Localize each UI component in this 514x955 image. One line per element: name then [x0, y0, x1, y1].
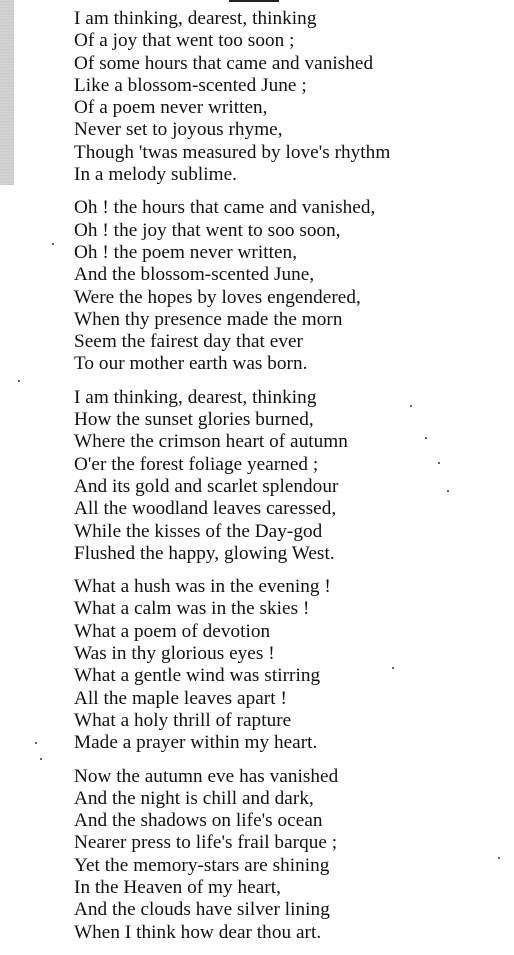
print-speck	[410, 405, 412, 407]
poem-line: Oh ! the poem never written,	[74, 241, 298, 263]
print-speck	[40, 758, 42, 760]
print-speck	[392, 667, 394, 669]
poem-line: What a holy thrill of rapture	[74, 709, 292, 731]
poem-line: And its gold and scarlet splendour	[74, 475, 339, 497]
poem-line: What a gentle wind was stirring	[74, 665, 321, 687]
print-speck	[52, 243, 54, 245]
poem-line: To our mother earth was born.	[74, 353, 308, 375]
poem-line: What a hush was in the evening !	[74, 576, 331, 598]
poem-line: Nearer press to life's frail barque ;	[74, 832, 338, 854]
poem-line: Never set to joyous rhyme,	[74, 119, 283, 141]
stanza-2	[74, 197, 504, 375]
stanza-3	[74, 387, 504, 565]
stanza-5	[74, 766, 504, 944]
poem-line: Like a blossom-scented June ;	[74, 74, 307, 96]
page-scan-edge	[0, 0, 14, 185]
print-speck	[498, 857, 500, 859]
poem-line: All the maple leaves apart !	[74, 687, 287, 709]
poem-line: And the shadows on life's ocean	[74, 810, 323, 832]
poem-line: And the night is chill and dark,	[74, 787, 314, 809]
poem-line: When thy presence made the morn	[74, 308, 343, 330]
poem-line: Oh ! the joy that went to soo soon,	[74, 219, 341, 241]
print-speck	[447, 490, 449, 492]
top-rule	[229, 0, 279, 2]
print-speck	[35, 742, 37, 744]
poem-line: How the sunset glories burned,	[74, 409, 314, 431]
poem-line: Where the crimson heart of autumn	[74, 431, 348, 453]
poem-line: Were the hopes by loves engendered,	[74, 286, 361, 308]
poem-line: I am thinking, dearest, thinking	[74, 8, 317, 29]
poem-line: Now the autumn eve has vanished	[74, 765, 339, 787]
poem-line: While the kisses of the Day-god	[74, 520, 323, 542]
poem-line: In a melody sublime.	[74, 164, 237, 186]
poem-line: Seem the fairest day that ever	[74, 331, 303, 353]
poem-line: And the blossom-scented June,	[74, 264, 315, 286]
poem-line: Was in thy glorious eyes !	[74, 643, 275, 665]
poem-line: Flushed the happy, glowing West.	[74, 542, 335, 564]
poem-line: When I think how dear thou art.	[74, 921, 322, 943]
poem-line: All the woodland leaves caressed,	[74, 498, 337, 520]
poem-line: Made a prayer within my heart.	[74, 732, 318, 754]
poem-line: Of some hours that came and vanished	[74, 52, 374, 74]
poem-line: Yet the memory-stars are shining	[74, 854, 330, 876]
print-speck	[438, 462, 440, 464]
poem-line: What a calm was in the skies !	[74, 598, 310, 620]
print-speck	[425, 437, 427, 439]
poem-line: What a poem of devotion	[74, 620, 271, 642]
poem-line: I am thinking, dearest, thinking	[74, 386, 317, 408]
poem-line: Of a poem never written,	[74, 97, 268, 119]
poem-line: Though 'twas measured by love's rhythm	[74, 141, 391, 163]
stanza-4	[74, 576, 504, 754]
print-speck	[18, 380, 20, 382]
poem-line: O'er the forest foliage yearned ;	[74, 453, 319, 475]
poem-line: Of a joy that went too soon ;	[74, 30, 295, 52]
poem-line: Oh ! the hours that came and vanished,	[74, 197, 376, 219]
stanza-1	[74, 8, 504, 186]
poem-line: And the clouds have silver lining	[74, 899, 330, 921]
poem-line: In the Heaven of my heart,	[74, 876, 281, 898]
poem	[74, 8, 504, 955]
